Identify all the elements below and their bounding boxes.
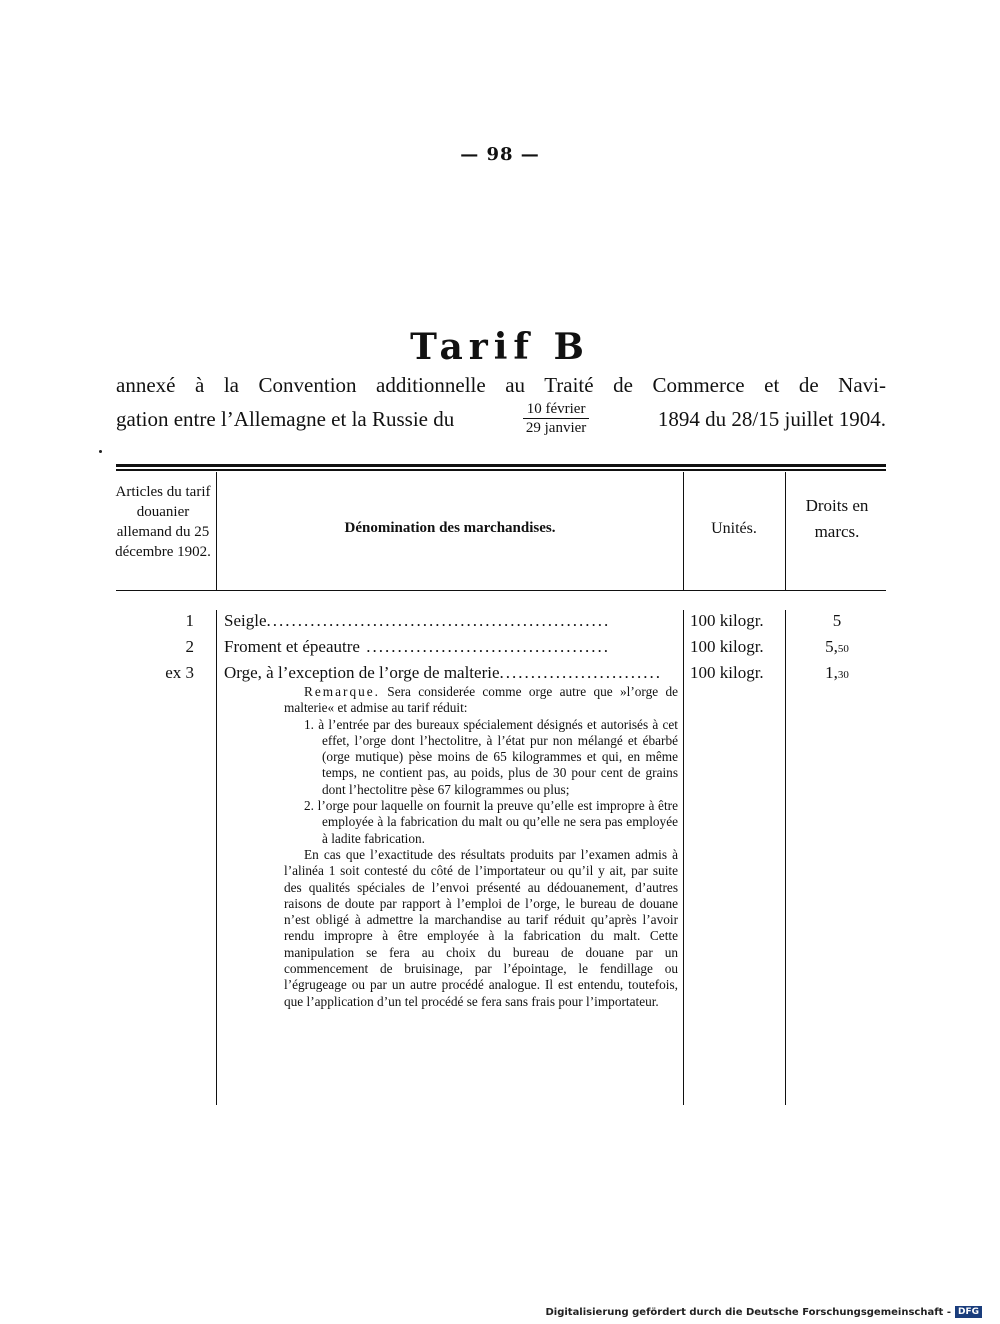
row-name: Seigle....................................................... xyxy=(224,611,611,630)
column-divider-2 xyxy=(683,472,684,590)
date-fraction-top: 10 février xyxy=(523,400,590,419)
subtitle-line-2-end: 1894 du 28/15 juillet 1904. xyxy=(657,406,886,431)
remark-label: Remarque. xyxy=(304,684,380,699)
column-divider-1-body xyxy=(216,610,217,1105)
footer-text: Digitalisierung gefördert durch die Deutsche Forschungsgemeinschaft - xyxy=(545,1306,951,1318)
table-top-rule-inner xyxy=(116,469,886,471)
table-top-rule xyxy=(116,464,886,467)
row-name-text: Orge, à l’exception de l’orge de malterie xyxy=(224,663,500,682)
page-number: — 98 — xyxy=(460,144,540,165)
column-divider-3-body xyxy=(785,610,786,1105)
row-name-text: Seigle xyxy=(224,611,267,630)
column-divider-2-body xyxy=(683,610,684,1105)
row-duty xyxy=(790,660,884,688)
header-droits: Droits en marcs. xyxy=(805,496,869,541)
row-unit: 100 kilogr. xyxy=(690,637,764,656)
dfg-logo: DFG xyxy=(955,1306,982,1318)
subtitle-line-1: annexé à la Convention additionnelle au Traité de Commerce et de Navi- xyxy=(116,373,886,397)
row-unit: 100 kilogr. xyxy=(690,663,764,682)
row-article: 2 xyxy=(185,637,194,656)
remark-lead xyxy=(284,684,678,717)
page-title: Tarif B xyxy=(410,326,590,368)
row-name: Froment et épeautre ....................................... xyxy=(224,637,610,656)
row-duty-main: 1, xyxy=(825,663,838,682)
header-articles: Articles du tarif douanier allemand du 25 décembre 1902. xyxy=(115,484,211,560)
subtitle-line-2-start: gation entre l’Allemagne et la Russie du xyxy=(116,406,455,431)
remark-lead-text: Sera considerée comme orge autre que »l’orge de malterie« et admise au tarif réduit: xyxy=(284,684,679,716)
footer-credit xyxy=(545,1306,982,1318)
row-unit: 100 kilogr. xyxy=(690,611,764,630)
column-divider-3 xyxy=(785,472,786,590)
row-duty-sub: 30 xyxy=(837,669,849,681)
row-duty xyxy=(790,634,884,662)
header-unites: Unités. xyxy=(711,520,757,537)
remark-item-2: 2. l’orge pour laquelle on fournit la preuve qu’elle est impropre à être employée à la fabrication du malt ou qu’elle ne sera pas employée à ladite fabrication. xyxy=(304,798,678,846)
header-denomination: Dénomination des marchandises. xyxy=(344,520,556,536)
row-duty-sub: 50 xyxy=(837,643,849,655)
row-duty-main: 5 xyxy=(832,611,842,630)
remark-item-1: 1. à l’entrée par des bureaux spécialement désignés et autorisés à cet effet, l’orge dont l’hectolitre, à l’état pur non mélangé et ébarbé (orge mutique) pèse moins de 65 kilogrammes et qui, en même temps, ne contient pas, au poids, plus de 30 pour cent de grains dont l’hectolitre pèse 67 kilogrammes ou plus; xyxy=(304,716,678,797)
subtitle-line-2 xyxy=(116,400,886,437)
margin-dot xyxy=(99,450,102,453)
row-duty-main: 5, xyxy=(825,637,838,656)
date-fraction xyxy=(522,400,590,437)
date-fraction-bottom: 29 janvier xyxy=(525,420,587,436)
row-article: 1 xyxy=(185,611,194,630)
column-divider-1 xyxy=(216,472,217,590)
row-name: Orge, à l’exception de l’orge de malterie.......................... xyxy=(224,663,663,682)
table-header-rule xyxy=(116,590,886,591)
row-duty xyxy=(790,608,884,636)
remark-paragraph: En cas que l’exactitude des résultats produits par l’examen admis à l’alinéa 1 soit contesté du côté de l’importateur ou qu’il y ait, par suite des qualités spéciales de l’envoi présenté au dédouanement, d’autres raisons de doute par rapport à l’emploi de l’orge, le bureau de douane n’est obligé à admettre la marchandise au tarif réduit qu’après l’avoir rendu impropre à être employée à la fabrication du malt. Cette manipulation se fera au choix du bureau de douane par un commencement de bruisinage, par l’épointage, le fendillage ou l’égrugeage ou par un autre procédé analogue. Il est entendu, toutefois, que l’application d’un tel procédé se fera sans frais pour l’importateur. xyxy=(284,846,678,1009)
row-name-text: Froment et épeautre xyxy=(224,637,360,656)
row-article: ex 3 xyxy=(165,663,194,682)
remark-note xyxy=(284,684,678,1010)
